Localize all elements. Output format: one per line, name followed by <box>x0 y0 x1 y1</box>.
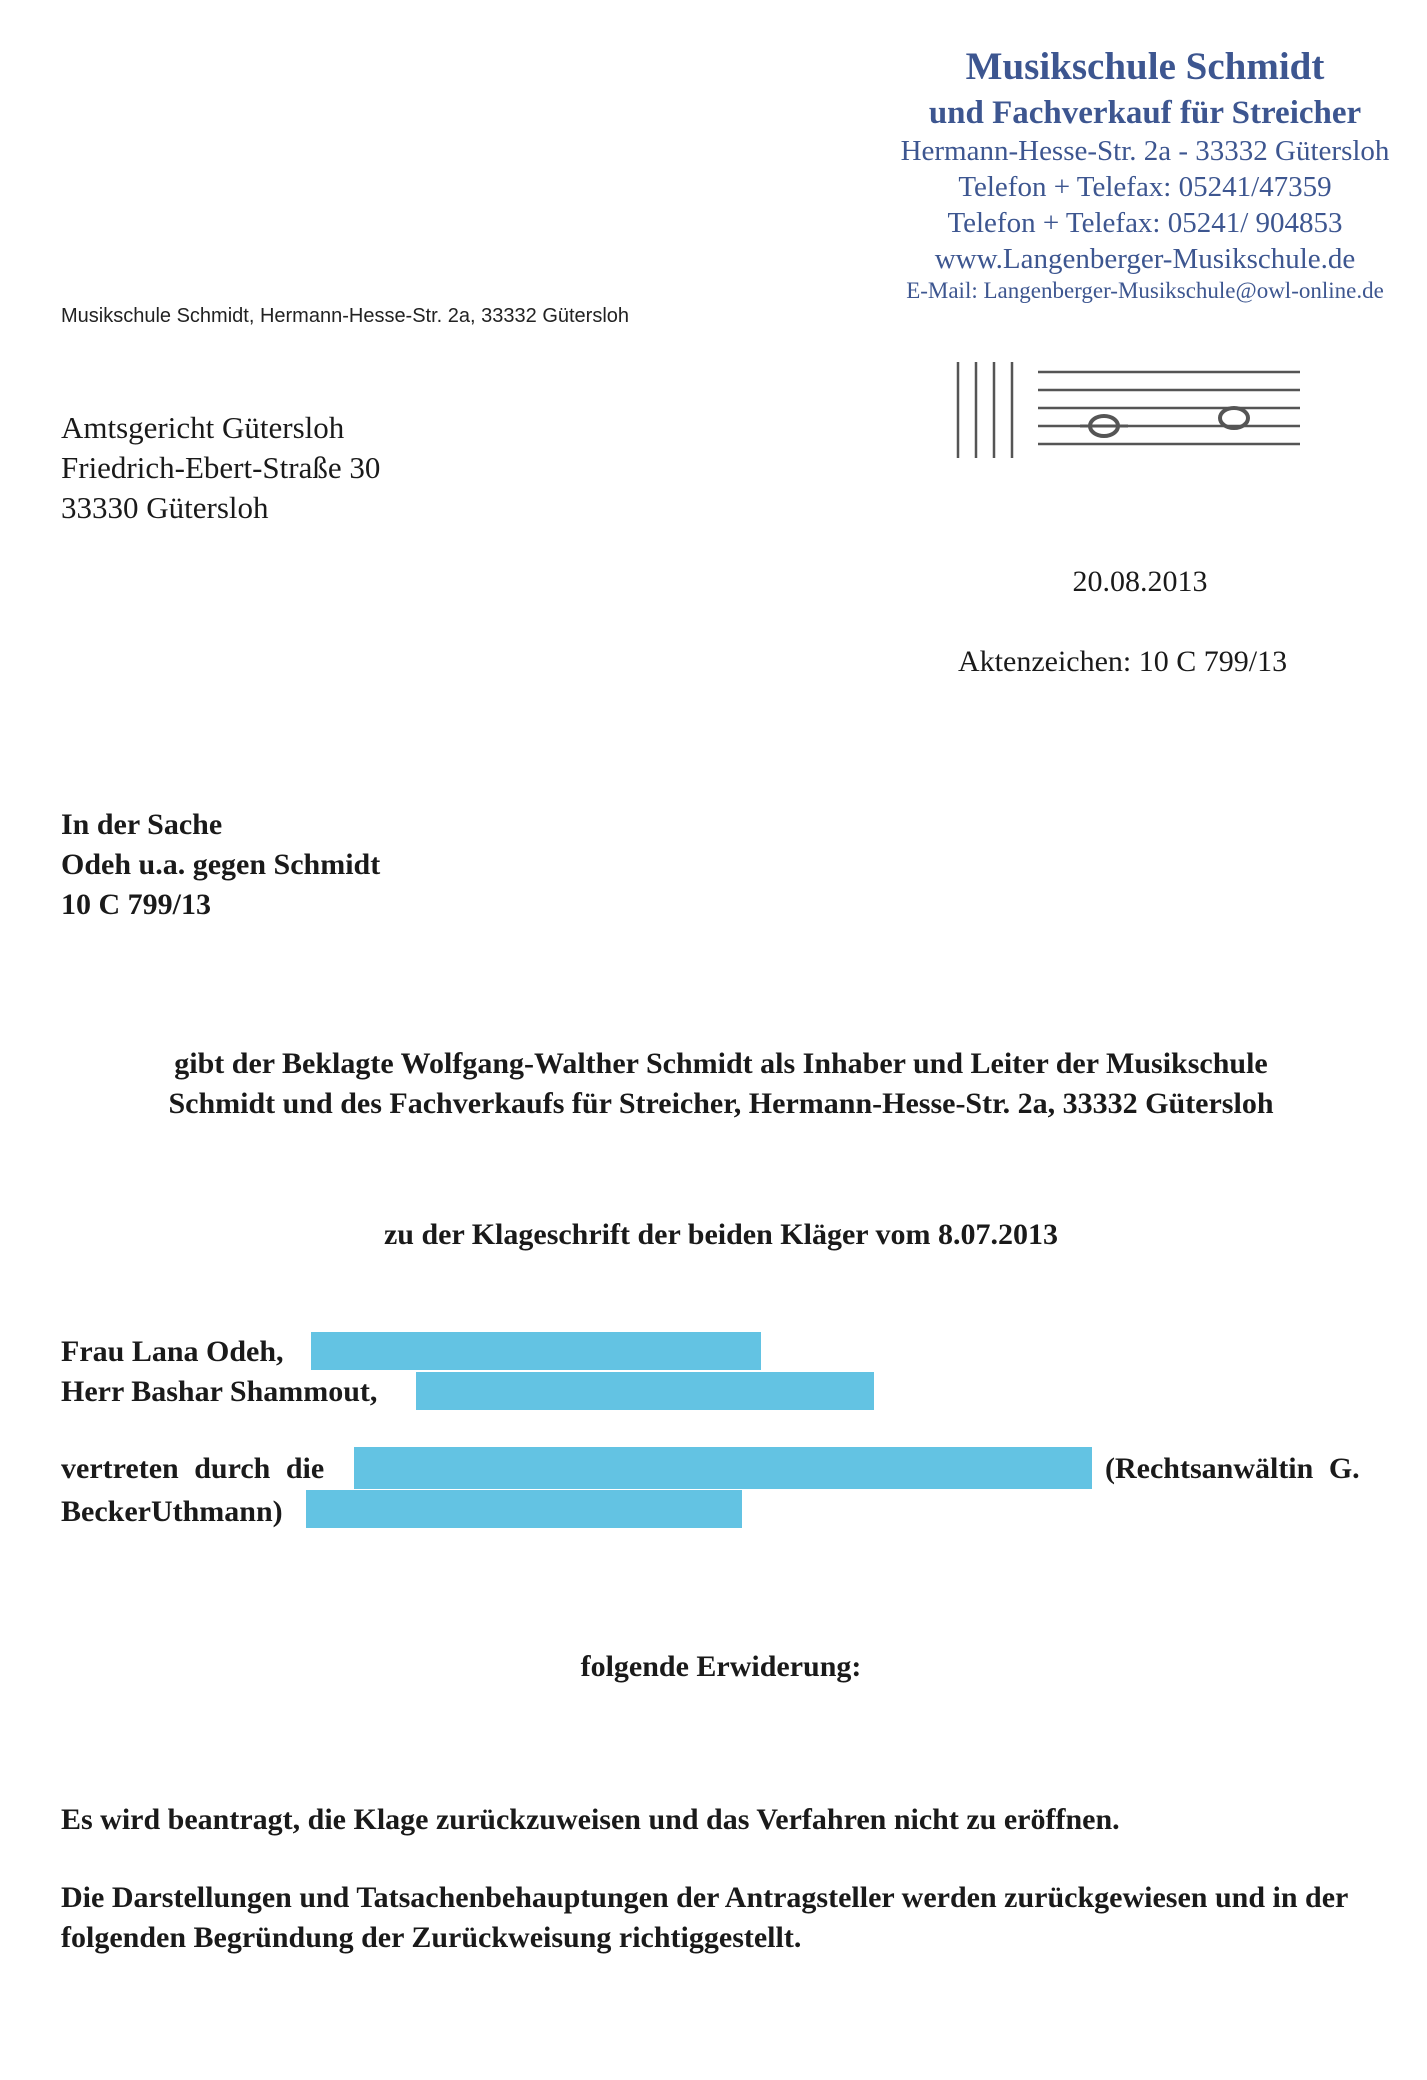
case-parties: Odeh u.a. gegen Schmidt <box>61 848 381 881</box>
aktenzeichen: Aktenzeichen: 10 C 799/13 <box>958 645 1288 678</box>
letterhead-address: Hermann-Hesse-Str. 2a - 33332 Gütersloh <box>900 135 1390 167</box>
represented-suffix: (Rechtsanwältin G. <box>1105 1452 1360 1485</box>
sender-line: Musikschule Schmidt, Hermann-Hesse-Str. 2a, 33332 Gütersloh <box>61 305 630 327</box>
letterhead-email: E-Mail: Langenberger-Musikschule@owl-online.de <box>906 278 1384 303</box>
recipient-name: Amtsgericht Gütersloh <box>61 410 345 445</box>
reply-heading: folgende Erwiderung: <box>580 1650 862 1683</box>
paragraph-motion: Es wird beantragt, die Klage zurückzuweisen und das Verfahren nicht zu eröffnen. <box>61 1803 1120 1836</box>
letterhead-subtitle: und Fachverkauf für Streicher <box>928 95 1362 131</box>
letterhead-phone-2: Telefon + Telefax: 05241/ 904853 <box>947 207 1343 239</box>
letterhead-title: Musikschule Schmidt <box>965 45 1325 88</box>
plaintiff-1: Frau Lana Odeh, <box>61 1335 284 1368</box>
recipient-street: Friedrich-Ebert-Straße 30 <box>61 450 381 485</box>
klageschrift-line: zu der Klageschrift der beiden Kläger vom 8.07.2013 <box>383 1218 1059 1251</box>
letterhead-phone-1: Telefon + Telefax: 05241/47359 <box>958 171 1332 203</box>
letterhead-website: www.Langenberger-Musikschule.de <box>934 243 1356 275</box>
case-number: 10 C 799/13 <box>61 888 211 921</box>
redaction-bar <box>416 1372 874 1410</box>
plaintiff-2: Herr Bashar Shammout, <box>61 1375 378 1408</box>
lawyer-name: BeckerUthmann) <box>61 1495 283 1528</box>
case-intro: In der Sache <box>61 808 223 841</box>
music-staff-logo <box>948 360 1308 460</box>
redaction-bar <box>306 1490 742 1528</box>
intro-line-1: gibt der Beklagte Wolfgang-Walther Schmidt als Inhaber und Leiter der Musikschule <box>174 1047 1268 1080</box>
redaction-bar <box>354 1447 1092 1489</box>
intro-line-2: Schmidt und des Fachverkaufs für Streicher, Hermann-Hesse-Str. 2a, 33332 Gütersloh <box>168 1087 1274 1120</box>
recipient-city: 33330 Gütersloh <box>61 490 269 525</box>
paragraph-rejection: Die Darstellungen und Tatsachenbehauptungen der Antragsteller werden zurückgewiesen und in der folgenden Begründung der Zurückweisung richtiggestellt. <box>61 1881 1348 1954</box>
letter-date: 20.08.2013 <box>1072 565 1208 598</box>
redaction-bar <box>311 1332 761 1370</box>
represented-prefix: vertreten durch die <box>61 1452 325 1485</box>
